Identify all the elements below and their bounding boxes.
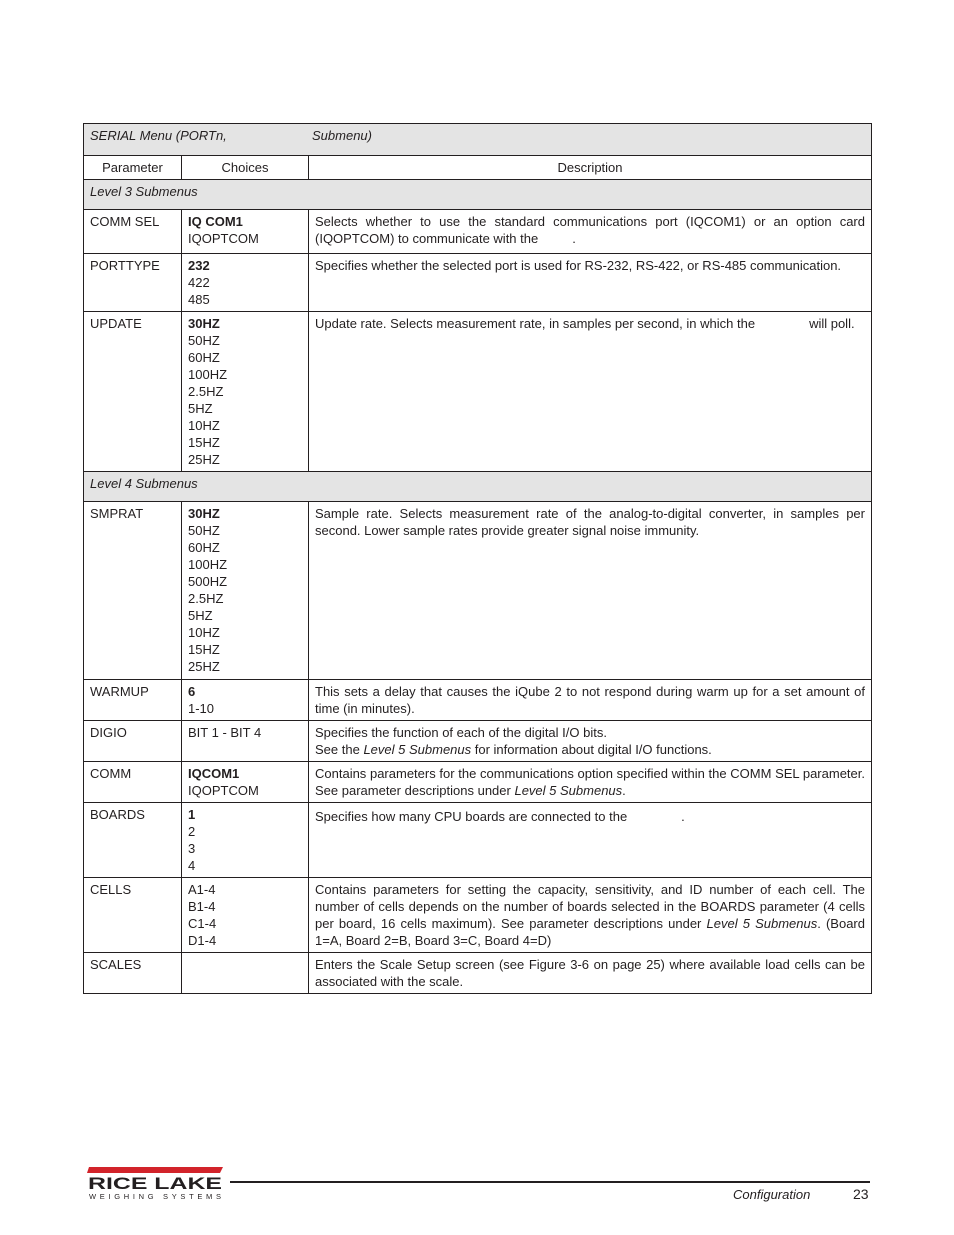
- table-row: [84, 953, 872, 994]
- choices-comm-sel: [182, 210, 309, 254]
- param-warmup: WARMUP: [84, 680, 182, 721]
- level4-heading: Level 4 Submenus: [84, 472, 872, 502]
- desc-ref: Level 5 Submenus: [706, 916, 818, 931]
- page-number: 23: [853, 1186, 869, 1202]
- choice: 60HZ: [188, 350, 220, 365]
- choice: 5HZ: [188, 608, 213, 623]
- header-choices: Choices: [182, 156, 309, 180]
- table-row: [84, 878, 872, 953]
- choice: A1-4: [188, 882, 216, 897]
- param-scales: SCALES: [84, 953, 182, 994]
- desc-text-end: . (Board 1=A, Board 2=B, Board 3=C, Board 4=D): [315, 916, 865, 948]
- table-title-part1: SERIAL Menu (PORTn,: [90, 128, 227, 143]
- footer-section-name: Configuration: [733, 1187, 811, 1202]
- table-row: [84, 803, 872, 878]
- choice: 10HZ: [188, 418, 220, 433]
- table-title-part2: Submenu): [312, 128, 372, 143]
- desc-update: [309, 312, 872, 472]
- table-row: [84, 502, 872, 680]
- choice: D1-4: [188, 933, 217, 948]
- param-smprat: SMPRAT: [84, 502, 182, 680]
- level4-heading-row: [84, 472, 872, 502]
- choices-smprat: [182, 502, 309, 680]
- choice-default: 1: [188, 807, 196, 822]
- desc-ref: Level 5 Submenus: [514, 783, 623, 798]
- choice: 10HZ: [188, 625, 220, 640]
- logo-top-text: RICE LAKE: [88, 1174, 222, 1193]
- table-row: [84, 721, 872, 762]
- choice: 100HZ: [188, 367, 228, 382]
- choice: 3: [188, 841, 196, 856]
- choice-default: 6: [188, 684, 196, 699]
- choice: 1-10: [188, 701, 215, 716]
- desc-porttype: Specifies whether the selected port is used for RS-232, RS-422, or RS-485 communication.: [309, 254, 872, 312]
- param-cells: CELLS: [84, 878, 182, 953]
- desc-text-end: .: [572, 231, 576, 246]
- choice-default: IQ COM1: [188, 214, 243, 229]
- choice: 100HZ: [188, 557, 228, 572]
- desc-warmup: This sets a delay that causes the iQube 2 to not respond during warm up for a set amount of time (in minutes).: [309, 680, 872, 721]
- choices-comm: [182, 762, 309, 803]
- choices-cells: [182, 878, 309, 953]
- logo-bottom-text: WEIGHING SYSTEMS: [89, 1192, 221, 1201]
- serial-menu-table: [83, 123, 872, 994]
- choices-digio: [182, 721, 309, 762]
- table-row: [84, 254, 872, 312]
- desc-text-end: .: [622, 783, 626, 798]
- desc-text: Selects whether to use the standard communications port (IQCOM1) or an option card (IQOPTCOM) to communicate with the: [315, 214, 865, 246]
- param-digio: DIGIO: [84, 721, 182, 762]
- footer-rule: [230, 1181, 870, 1183]
- param-comm-sel: COMM SEL: [84, 210, 182, 254]
- choice: 5HZ: [188, 401, 213, 416]
- choice-default: 30HZ: [188, 316, 220, 331]
- desc-text: Contains parameters for setting the capacity, sensitivity, and ID number of each cell. The number of cells depends on the number of boards selected in the BOARDS parameter (4 cells per board, 16 cells maximum). See parameter descriptions under: [315, 882, 865, 931]
- choices-boards: [182, 803, 309, 878]
- choice: B1-4: [188, 899, 216, 914]
- choice: 25HZ: [188, 659, 220, 674]
- desc-text-end: .: [681, 809, 685, 824]
- choice: 2.5HZ: [188, 384, 224, 399]
- choice: BIT 1 - BIT 4: [188, 725, 262, 740]
- desc-digio: [309, 721, 872, 762]
- choice: 50HZ: [188, 523, 220, 538]
- choices-warmup: [182, 680, 309, 721]
- desc-text: Contains parameters for the communications option specified within the COMM SEL parameter. See parameter descriptions under: [315, 766, 865, 798]
- table-row: [84, 762, 872, 803]
- choice: 50HZ: [188, 333, 220, 348]
- desc-text-end: will poll.: [809, 316, 855, 331]
- desc-boards: [309, 803, 872, 878]
- header-parameter: Parameter: [84, 156, 182, 180]
- choice: 15HZ: [188, 642, 220, 657]
- desc-smprat: Sample rate. Selects measurement rate of the analog-to-digital converter, in samples per second. Lower sample rates provide greater signal noise immunity.: [309, 502, 872, 680]
- desc-line: Specifies the function of each of the digital I/O bits.: [315, 725, 607, 740]
- choice: 500HZ: [188, 574, 228, 589]
- param-comm: COMM: [84, 762, 182, 803]
- param-update: UPDATE: [84, 312, 182, 472]
- choice: 2: [188, 824, 196, 839]
- desc-text: Update rate. Selects measurement rate, in samples per second, in which the: [315, 316, 756, 331]
- header-description: Description: [309, 156, 872, 180]
- logo-red-band-top: [87, 1167, 223, 1173]
- table-row: [84, 312, 872, 472]
- choice-default: 30HZ: [188, 506, 220, 521]
- desc-comm: [309, 762, 872, 803]
- rice-lake-logo: [87, 1165, 227, 1201]
- choices-porttype: [182, 254, 309, 312]
- choice: 485: [188, 292, 210, 307]
- desc-text: for information about digital I/O functions.: [474, 742, 712, 757]
- choice: 60HZ: [188, 540, 220, 555]
- param-boards: BOARDS: [84, 803, 182, 878]
- desc-ref: Level 5 Submenus: [363, 742, 472, 757]
- param-porttype: PORTTYPE: [84, 254, 182, 312]
- choice-default: 232: [188, 258, 210, 273]
- desc-cells: [309, 878, 872, 953]
- choice: 422: [188, 275, 210, 290]
- choice: 25HZ: [188, 452, 220, 467]
- choices-update: [182, 312, 309, 472]
- choice: C1-4: [188, 916, 217, 931]
- choice-default: IQCOM1: [188, 766, 240, 781]
- choice: 2.5HZ: [188, 591, 224, 606]
- table-row: [84, 680, 872, 721]
- level3-heading: Level 3 Submenus: [84, 180, 872, 210]
- table-title: [84, 124, 872, 156]
- table-row: [84, 210, 872, 254]
- desc-scales: Enters the Scale Setup screen (see Figure 3-6 on page 25) where available load cells can be associated with the scale.: [309, 953, 872, 994]
- desc-comm-sel: [309, 210, 872, 254]
- choices-scales: [182, 953, 309, 994]
- table-title-row: [84, 124, 872, 156]
- desc-line: [315, 741, 865, 758]
- choice: 4: [188, 858, 196, 873]
- choice: IQOPTCOM: [188, 783, 259, 798]
- level3-heading-row: [84, 180, 872, 210]
- desc-text: Specifies how many CPU boards are connected to the: [315, 809, 628, 824]
- choice: 15HZ: [188, 435, 220, 450]
- desc-text: See the: [315, 742, 360, 757]
- table-header-row: [84, 156, 872, 180]
- choice: IQOPTCOM: [188, 231, 259, 246]
